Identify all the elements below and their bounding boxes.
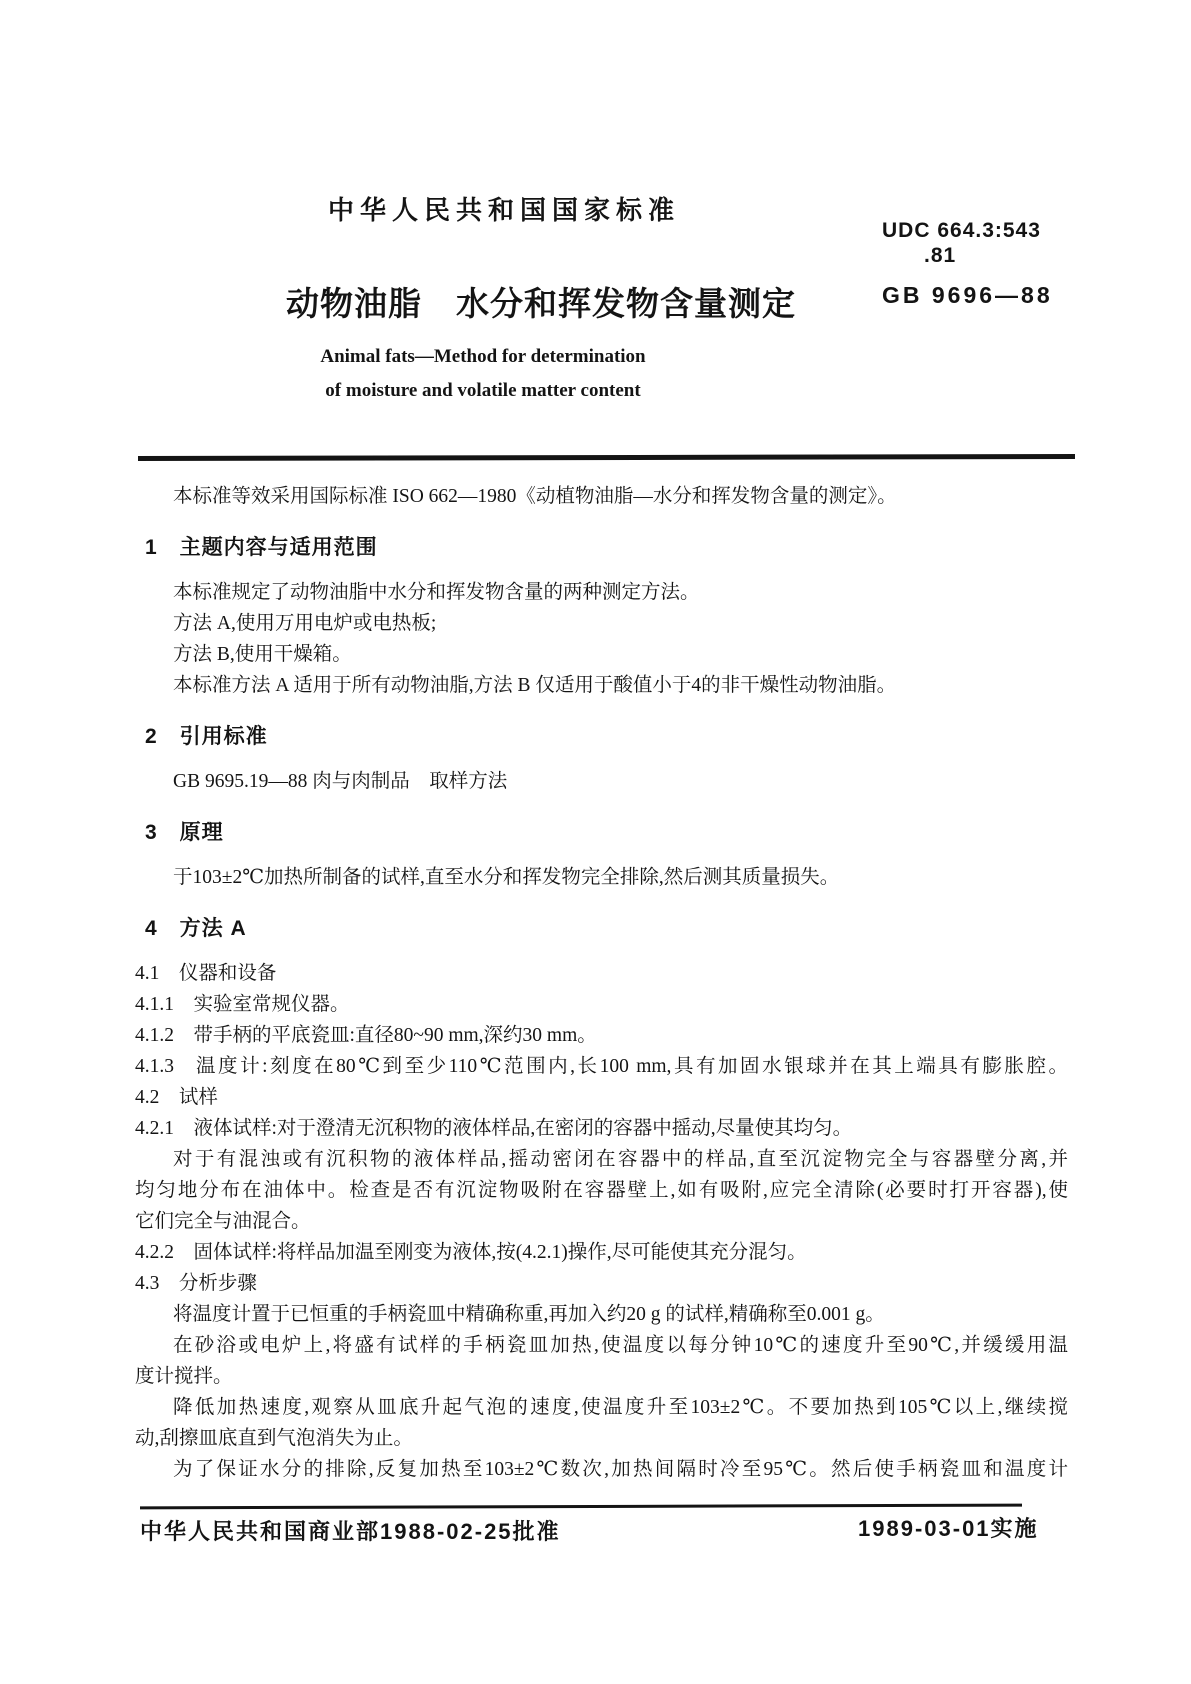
body-line: 方法 B,使用干燥箱。 bbox=[173, 644, 352, 665]
implementation-note: 1989-03-01实施 bbox=[858, 1516, 1039, 1541]
section-heading: 3 原理 bbox=[145, 821, 224, 844]
body-line: 4.1.1 实验室常规仪器。 bbox=[135, 994, 350, 1015]
document-title-en-line-2: of moisture and volatile matter content bbox=[325, 380, 641, 401]
body-line: 为了保证水分的排除,反复加热至103±2℃数次,加热间隔时冷至95℃。然后使手柄瓷皿和温度计 bbox=[173, 1459, 1068, 1480]
body-line: 4.1.3 温度计:刻度在80℃到至少110℃范围内,长100 mm,具有加固水银球并在其上端具有膨胀腔。 bbox=[135, 1056, 1068, 1077]
body-line: 将温度计置于已恒重的手柄瓷皿中精确称重,再加入约20 g 的试样,精确称至0.001 g。 bbox=[173, 1304, 885, 1325]
body-line: 于103±2℃加热所制备的试样,直至水分和挥发物完全排除,然后测其质量损失。 bbox=[173, 867, 840, 888]
document-title-en-line-1: Animal fats—Method for determination bbox=[320, 346, 646, 367]
header-rule bbox=[138, 454, 1075, 461]
body-line: 4.1.2 带手柄的平底瓷皿:直径80~90 mm,深约30 mm。 bbox=[135, 1025, 597, 1046]
body-line: 本标准规定了动物油脂中水分和挥发物含量的两种测定方法。 bbox=[173, 582, 700, 603]
body-line: GB 9695.19—88 肉与肉制品 取样方法 bbox=[173, 771, 508, 792]
section-heading: 2 引用标准 bbox=[145, 725, 268, 748]
udc-line-2: .81 bbox=[924, 244, 957, 267]
national-standard-label: 中华人民共和国国家标准 bbox=[328, 195, 681, 225]
document-body bbox=[135, 481, 1068, 1485]
body-line: 4.2.1 液体试样:对于澄清无沉积物的液体样品,在密闭的容器中摇动,尽量使其均匀。 bbox=[135, 1118, 853, 1139]
body-line: 动,刮擦皿底直到气泡消失为止。 bbox=[135, 1428, 413, 1449]
body-line: 降低加热速度,观察从皿底升起气泡的速度,使温度升至103±2℃。不要加热到105℃以上,继续搅 bbox=[173, 1397, 1068, 1418]
footer-rule bbox=[140, 1504, 1022, 1510]
body-line: 4.1 仪器和设备 bbox=[135, 963, 277, 984]
body-line: 本标准方法 A 适用于所有动物油脂,方法 B 仅适用于酸值小于4的非干燥性动物油脂。 bbox=[173, 675, 897, 696]
standard-number: GB 9696—88 bbox=[882, 282, 1053, 308]
approval-note: 中华人民共和国商业部1988-02-25批准 bbox=[140, 1519, 561, 1544]
body-line: 均匀地分布在油体中。检查是否有沉淀物吸附在容器壁上,如有吸附,应完全清除(必要时打开容器),使 bbox=[135, 1180, 1068, 1201]
body-line: 4.3 分析步骤 bbox=[135, 1273, 257, 1294]
document-title-en bbox=[0, 340, 966, 408]
section-heading: 4 方法 A bbox=[145, 917, 247, 940]
udc-number bbox=[882, 218, 1041, 268]
body-line: 在砂浴或电炉上,将盛有试样的手柄瓷皿加热,使温度以每分钟10℃的速度升至90℃,并缓缓用温 bbox=[173, 1335, 1068, 1356]
udc-line-1: UDC 664.3:543 bbox=[882, 219, 1041, 242]
body-line: 它们完全与油混合。 bbox=[135, 1211, 311, 1232]
body-line: 4.2 试样 bbox=[135, 1087, 218, 1108]
body-line: 对于有混浊或有沉积物的液体样品,摇动密闭在容器中的样品,直至沉淀物完全与容器壁分离,并 bbox=[173, 1149, 1068, 1170]
body-line: 度计搅拌。 bbox=[135, 1366, 233, 1387]
body-line: 本标准等效采用国际标准 ISO 662—1980《动植物油脂—水分和挥发物含量的测定》。 bbox=[173, 486, 897, 507]
body-line: 4.2.2 固体试样:将样品加温至刚变为液体,按(4.2.1)操作,尽可能使其充分混匀。 bbox=[135, 1242, 807, 1263]
document-title-cn: 动物油脂 水分和挥发物含量测定 bbox=[286, 285, 796, 322]
section-heading: 1 主题内容与适用范围 bbox=[145, 536, 378, 559]
body-line: 方法 A,使用万用电炉或电热板; bbox=[173, 613, 437, 634]
